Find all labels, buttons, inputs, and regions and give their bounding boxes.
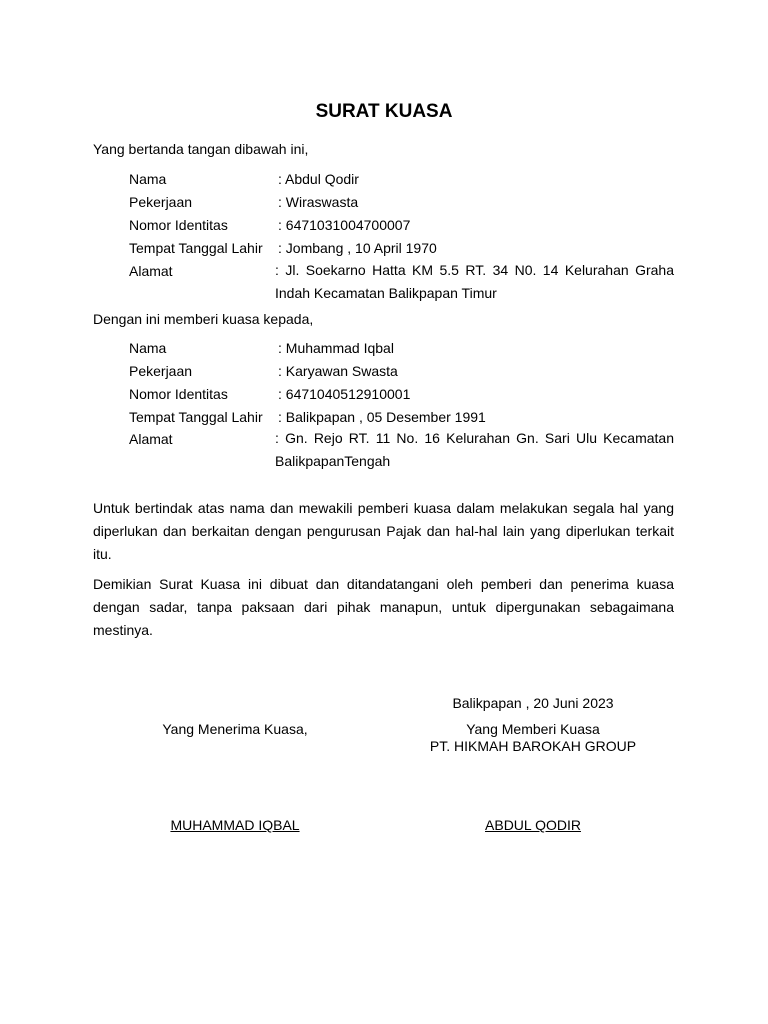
document-title: SURAT KUASA [315, 101, 453, 122]
grantor-name-label: Nama [129, 171, 167, 187]
grantee-job-value: : Karyawan Swasta [278, 363, 398, 379]
grantor-id-label: Nomor Identitas [129, 217, 228, 233]
grantee-name-value: : Muhammad Iqbal [278, 340, 394, 356]
receiver-name: MUHAMMAD IQBAL [170, 817, 300, 833]
grantor-id-value: : 6471031004700007 [278, 217, 411, 233]
closing-paragraph: Demikian Surat Kuasa ini dibuat dan ditandatangani oleh pemberi dan penerima kuasa dengan sadar, tanpa paksaan dari pihak manapun, untuk dipergunakan sebagaimana mestinya. [93, 576, 674, 638]
grantor-address-value: : Jl. Soekarno Hatta KM 5.5 RT. 34 N0. 14 Kelurahan Graha Indah Kecamatan Balikpapan Timur [275, 262, 674, 301]
grantor-address-label: Alamat [129, 263, 173, 279]
grantee-id-value: : 6471040512910001 [278, 386, 411, 402]
grantee-name-label: Nama [129, 340, 167, 356]
giver-company: PT. HIKMAH BAROKAH GROUP [429, 738, 637, 754]
grantee-birth-value: : Balikpapan , 05 Desember 1991 [278, 409, 486, 425]
grantor-job-value: : Wiraswasta [278, 194, 359, 210]
giver-name: ABDUL QODIR [485, 817, 581, 833]
intro-line: Yang bertanda tangan dibawah ini, [93, 141, 309, 157]
place-date: Balikpapan , 20 Juni 2023 [452, 695, 614, 711]
grantor-name-value: : Abdul Qodir [278, 171, 359, 187]
grantee-address-value: : Gn. Rejo RT. 11 No. 16 Kelurahan Gn. Sari Ulu Kecamatan BalikpapanTengah [275, 430, 674, 469]
grantor-birth-label: Tempat Tanggal Lahir [129, 240, 263, 256]
grantor-job-label: Pekerjaan [129, 194, 193, 210]
grantee-id-label: Nomor Identitas [129, 386, 228, 402]
receiver-heading: Yang Menerima Kuasa, [162, 721, 308, 737]
transfer-line: Dengan ini memberi kuasa kepada, [93, 311, 314, 327]
grantee-birth-label: Tempat Tanggal Lahir [129, 409, 263, 425]
grantee-job-label: Pekerjaan [129, 363, 193, 379]
grantor-birth-value: : Jombang , 10 April 1970 [278, 240, 437, 256]
grantee-address-label: Alamat [129, 431, 173, 447]
purpose-paragraph: Untuk bertindak atas nama dan mewakili pemberi kuasa dalam melakukan segala hal yang diperlukan dan berkaitan dengan pengurusan Pajak dan hal-hal lain yang diperlukan terkait itu. [93, 500, 674, 562]
giver-heading: Yang Memberi Kuasa [466, 721, 600, 737]
